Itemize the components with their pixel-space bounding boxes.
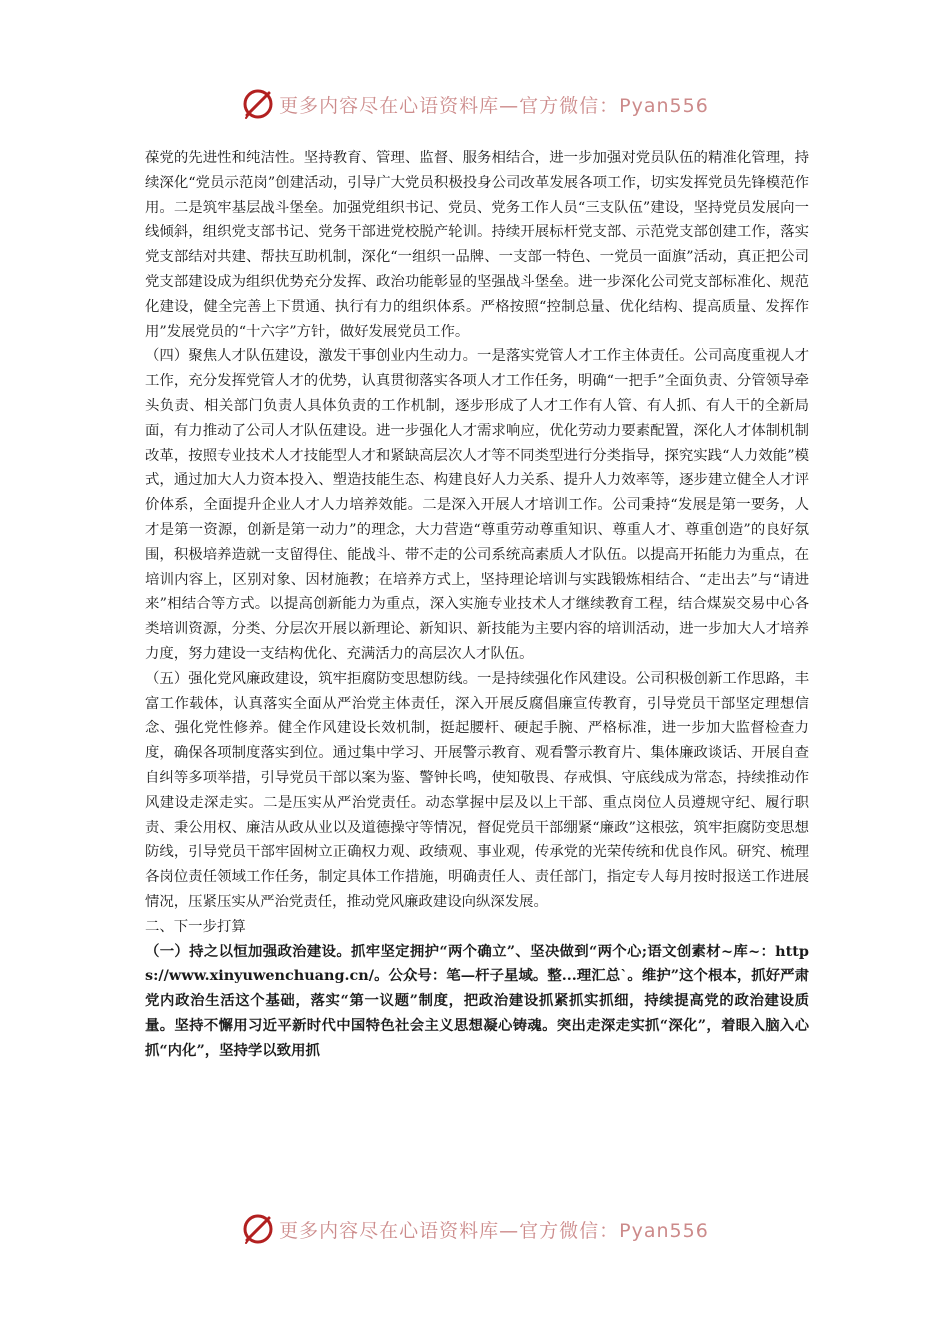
- footer-banner-text: 更多内容尽在心语资料库—官方微信：Pyan556: [279, 1219, 709, 1242]
- paragraph-party-building: 葆党的先进性和纯洁性。坚持教育、管理、监督、服务相结合，进一步加强对党员队伍的精准化管理，持续深化“党员示范岗”创建活动，引导广大党员积极投身公司改革发展各项工作，切实发挥党员先锋模范作用。二是筑牢基层战斗堡垒。加强党组织书记、党员、党务工作人员“三支队伍”建设，坚持党员发展向一线倾斜，组织党支部书记、党务干部进党校脱产轮训。持续开展标杆党支部、示范党支部创建工作，落实党支部结对共建、帮扶互助机制，深化“一组织一品牌、一支部一特色、一党员一面旗”活动，真正把公司党支部建设成为组织优势充分发挥、政治功能彰显的坚强战斗堡垒。进一步深化公司党支部标准化、规范化建设，健全完善上下贯通、执行有力的组织体系。严格按照“控制总量、优化结构、提高质量、发挥作用”发展党员的“十六字”方针，做好发展党员工作。: [145, 150, 809, 340]
- section-heading-next-steps: 二、下一步打算: [145, 918, 246, 935]
- paragraph-talent-team: （四）聚焦人才队伍建设，激发干事创业内生动力。一是落实党管人才工作主体责任。公司高度重视人才工作，充分发挥党管人才的优势，认真贯彻落实各项人才工作任务，明确“一把手”全面负责、分管领导牵头负责、相关部门负责人具体负责的工作机制，逐步形成了人才工作有人管、有人抓、有人干的全新局面，有力推动了公司人才队伍建设。进一步强化人才需求响应，优化劳动力要素配置，深化人才体制机制改革，按照专业技术人才技能型人才和紧缺高层次人才等不同类型进行分类指导，探究实践“人力效能”模式，通过加大人力资本投入、塑造技能生态、构建良好人力关系、提升人力效率等，逐步建立健全人才评价体系，全面提升企业人才人力培养效能。二是深入开展人才培训工作。公司秉持“发展是第一要务，人才是第一资源，创新是第一动力”的理念，大力营造“尊重劳动尊重知识、尊重人才、尊重创造”的良好氛围，积极培养造就一支留得住、能战斗、带不走的公司系统高素质人才队伍。以提高开拓能力为重点，在培训内容上，区别对象、因材施教；在培养方式上，坚持理论培训与实践锻炼相结合、“走出去”与“请进来”相结合等方式。以提高创新能力为重点，深入实施专业技术人才继续教育工程，结合煤炭交易中心各类培训资源，分类、分层次开展以新理论、新知识、新技能为主要内容的培训活动，进一步加大人才培养力度，努力建设一支结构优化、充满活力的高层次人才队伍。: [145, 348, 809, 662]
- document-body: [145, 146, 809, 1063]
- ink-brush-logo-icon: [241, 87, 275, 121]
- paragraph-integrity: （五）强化党风廉政建设，筑牢拒腐防变思想防线。一是持续强化作风建设。公司积极创新工作思路，丰富工作载体，认真落实全面从严治党主体责任，深入开展反腐倡廉宣传教育，引导党员干部坚定理想信念、强化党性修养。健全作风建设长效机制，挺起腰杆、硬起手腕、严格标准，进一步加大监督检查力度，确保各项制度落实到位。通过集中学习、开展警示教育、观看警示教育片、集体廉政谈话、开展自查自纠等多项举措，引导党员干部以案为鉴、警钟长鸣，使知敬畏、存戒惧、守底线成为常态，持续推动作风建设走深走实。二是压实从严治党责任。动态掌握中层及以上干部、重点岗位人员遵规守纪、履行职责、秉公用权、廉洁从政从业以及道德操守等情况，督促党员干部绷紧“廉政”这根弦，筑牢拒腐防变思想防线，引导党员干部牢固树立正确权力观、政绩观、事业观，传承党的光荣传统和优良作风。研究、梳理各岗位责任领域工作任务，制定具体工作措施，明确责任人、责任部门，指定专人每月按时报送工作进展情况，压紧压实从严治党责任，推动党风廉政建设向纵深发展。: [145, 670, 809, 910]
- header-banner-text: 更多内容尽在心语资料库—官方微信：Pyan556: [279, 94, 709, 117]
- footer-banner: [0, 1209, 950, 1249]
- header-banner: [0, 84, 950, 124]
- paragraph-political-building: （一）持之以恒加强政治建设。抓牢坚定拥护“两个确立”、坚决做到“两个心;语文创素材~库~：https://www.xinyuwenchuang.cn/。公众号：笔—杆子星域。整...理汇总`。维护”这个根本，抓好严肃党内政治生活这个基础，落实“第一议题”制度，把政治建设抓紧抓实抓细，持续提高党的政治建设质量。坚持不懈用习近平新时代中国特色社会主义思想凝心铸魂。突出走深走实抓“深化”，着眼入脑入心抓“内化”，坚持学以致用抓: [145, 942, 809, 1059]
- ink-brush-logo-icon: [241, 1212, 275, 1246]
